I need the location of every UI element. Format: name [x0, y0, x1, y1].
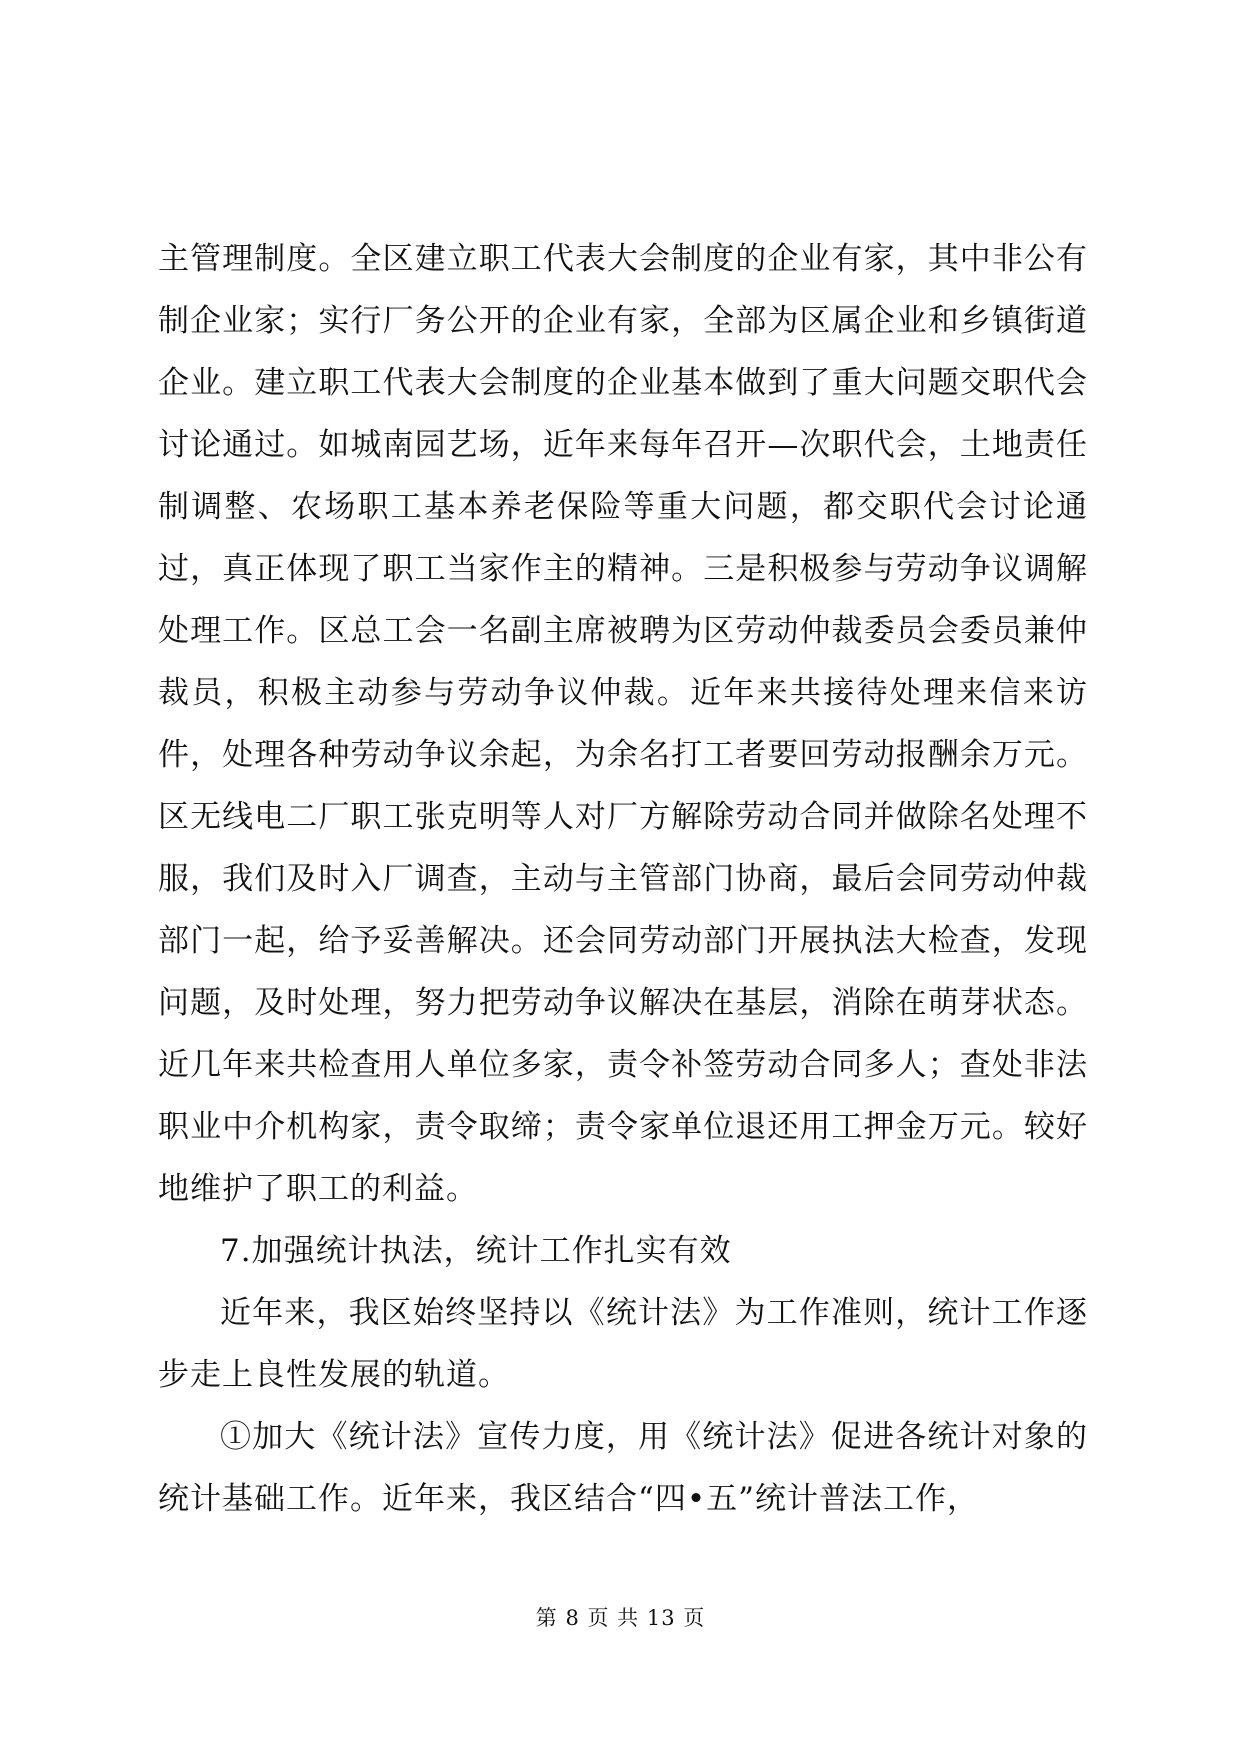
- paragraph: 近年来，我区始终坚持以《统计法》为工作准则，统计工作逐步走上良性发展的轨道。: [158, 1295, 1088, 1393]
- paragraph-continuation: 主管理制度。全区建立职工代表大会制度的企业有家，其中非公有制企业家；实行厂务公开的企业有家，全部为区属企业和乡镇街道企业。建立职工代表大会制度的企业基本做到了重大问题交职代会讨论通过。如城南园艺场，近年来每年召开—次职代会，土地责任制调整、农场职工基本养老保险等重大问题，都交职代会讨论通过，真正体现了职工当家作主的精神。三是积极参与劳动争议调解处理工作。区总工会一名副主席被聘为区劳动仲裁委员会委员兼仲裁员，积极主动参与劳动争议仲裁。近年来共接待处理来信来访件，处理各种劳动争议余起，为余名打工者要回劳动报酬余万元。区无线电二厂职工张克明等人对厂方解除劳动合同并做除名处理不服，我们及时入厂调查，主动与主管部门协商，最后会同劳动仲裁部门一起，给予妥善解决。还会同劳动部门开展执法大检查，发现问题，及时处理，努力把劳动争议解决在基层，消除在萌芽状态。近几年来共检查用人单位多家，责令补签劳动合同多人；查处非法职业中介机构家，责令取缔；责令家单位退还用工押金万元。较好地维护了职工的利益。: [158, 241, 1088, 1207]
- section-heading: 7.加强统计执法，统计工作扎实有效: [220, 1233, 732, 1269]
- page-number-footer: 第 8 页 共 13 页: [535, 1606, 706, 1630]
- document-body: [158, 228, 1088, 1530]
- paragraph: ①加大《统计法》宣传力度，用《统计法》促进各统计对象的统计基础工作。近年来，我区结合“四•五”统计普法工作，: [158, 1419, 1088, 1517]
